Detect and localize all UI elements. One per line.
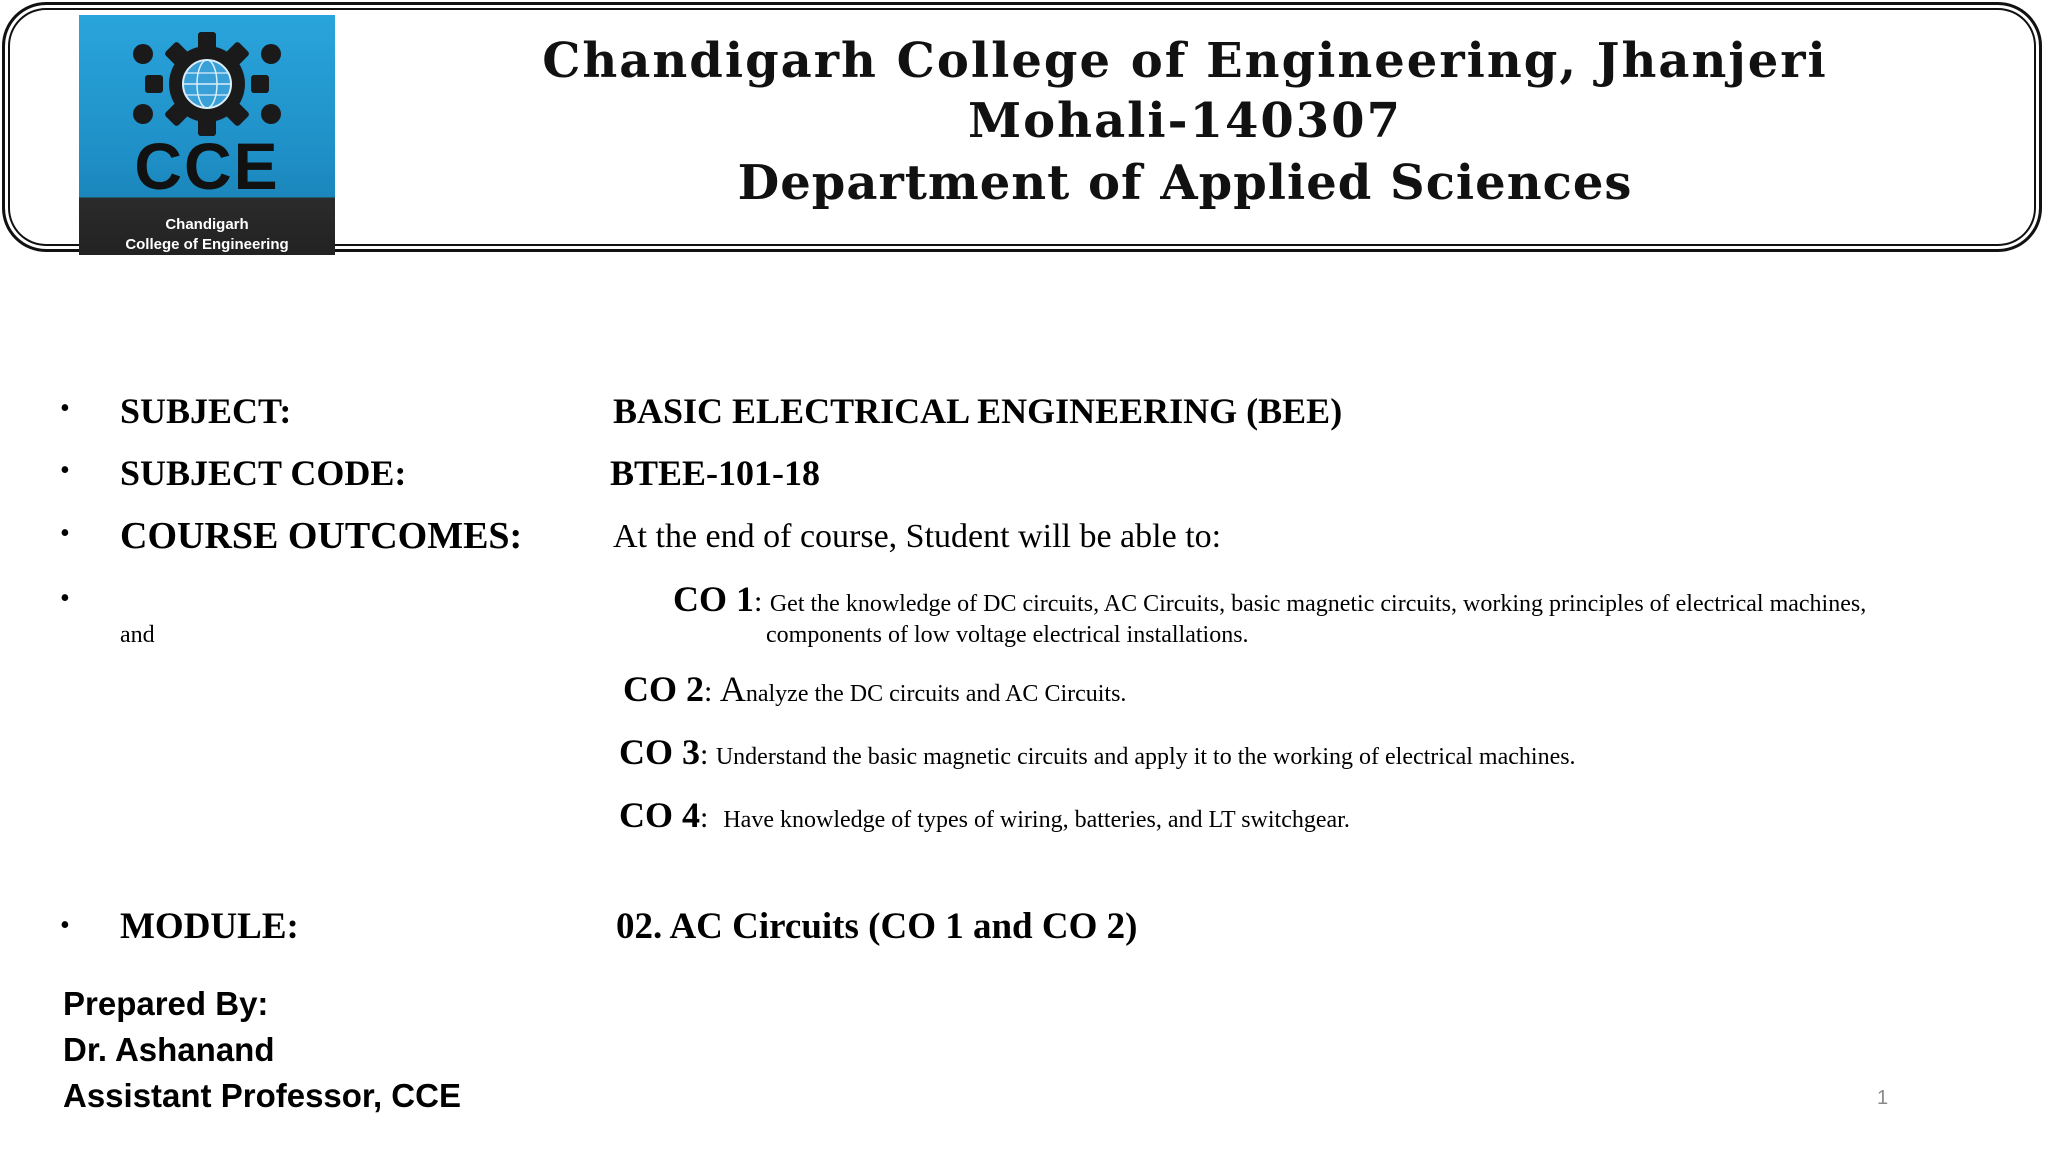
subject-code-value: BTEE-101-18 <box>610 453 821 493</box>
co3-key: CO 3 <box>619 732 700 772</box>
course-outcomes-label: COURSE OUTCOMES: <box>120 515 523 557</box>
prepared-by-name: Dr. Ashanand <box>63 1031 275 1068</box>
co2-first-letter: A <box>719 669 746 709</box>
subject-label: SUBJECT: <box>120 391 292 431</box>
college-logo <box>79 15 335 255</box>
bullet-course-outcomes: • <box>60 518 70 549</box>
college-name: Chandigarh College of Engineering, Jhanjeri <box>542 33 1828 89</box>
logo-text: CCE <box>134 129 280 203</box>
co1-text-line1: Get the knowledge of DC circuits, AC Circuits, basic magnetic circuits, working principles of electrical machines, <box>769 591 1867 617</box>
prepared-by-designation: Assistant Professor, CCE <box>63 1077 461 1114</box>
bullet-subject-code: • <box>60 455 70 486</box>
logo-subtitle-line1: Chandigarh <box>165 216 249 233</box>
department-name: Department of Applied Sciences <box>737 155 1633 211</box>
subject-code-label: SUBJECT CODE: <box>120 453 407 493</box>
co2-key: CO 2 <box>623 669 704 709</box>
logo-subtitle-line2: College of Engineering <box>125 236 289 253</box>
co3-text: Understand the basic magnetic circuits and apply it to the working of electrical machines. <box>715 744 1576 770</box>
subject-value: BASIC ELECTRICAL ENGINEERING (BEE) <box>613 391 1343 431</box>
co1-line: CO 1: Get the knowledge of DC circuits, AC Circuits, basic magnetic circuits, working principles of electrical machines, <box>673 579 1867 619</box>
co2-line: CO 2: Analyze the DC circuits and AC Circuits. <box>623 669 1127 709</box>
bullet-co1: • <box>60 583 70 614</box>
co1-text-line2: components of low voltage electrical installations. <box>766 622 1249 648</box>
co3-line: CO 3: Understand the basic magnetic circuits and apply it to the working of electrical machines. <box>619 732 1576 772</box>
gear-globe-icon <box>121 29 293 139</box>
co2-text: nalyze the DC circuits and AC Circuits. <box>745 681 1127 707</box>
header-banner <box>2 2 2042 252</box>
college-location: Mohali-140307 <box>968 93 1402 149</box>
co4-key: CO 4 <box>619 795 700 835</box>
course-outcomes-intro: At the end of course, Student will be able to: <box>613 518 1222 555</box>
co4-text: Have knowledge of types of wiring, batteries, and LT switchgear. <box>723 807 1350 833</box>
prepared-by-label: Prepared By: <box>63 985 269 1022</box>
bullet-subject: • <box>60 393 70 424</box>
co1-key: CO 1 <box>673 579 754 619</box>
bullet-module: • <box>60 910 70 941</box>
module-label: MODULE: <box>120 906 299 947</box>
module-value: 02. AC Circuits (CO 1 and CO 2) <box>616 906 1138 947</box>
co1-stray-word: and <box>120 622 155 648</box>
co4-line: CO 4: Have knowledge of types of wiring, batteries, and LT switchgear. <box>619 795 1350 835</box>
page-number: 1 <box>1877 1087 1889 1109</box>
